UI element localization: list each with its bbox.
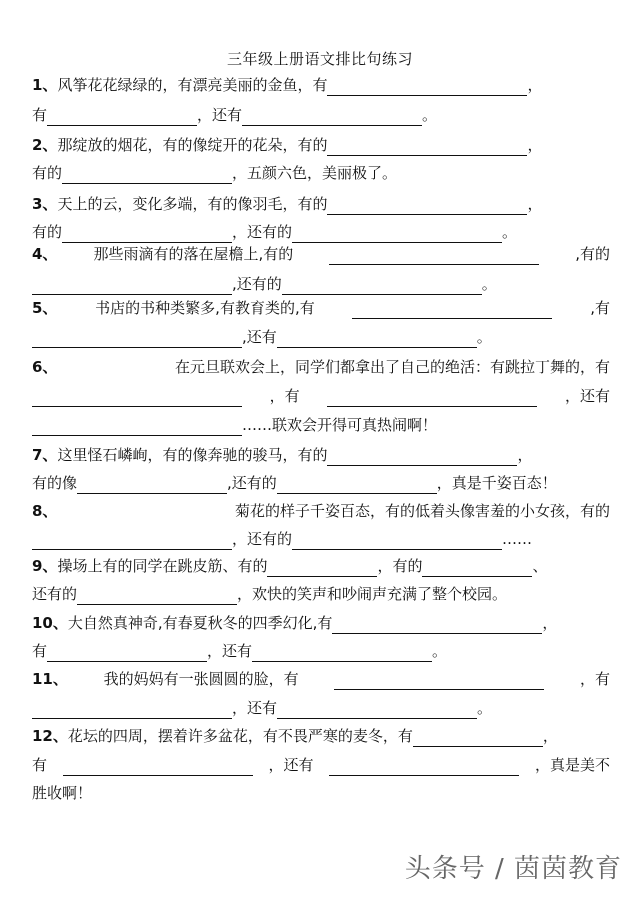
item-text: 有 (32, 106, 48, 124)
item-number: 2、 (32, 136, 58, 154)
answer-blank[interactable] (413, 728, 543, 747)
answer-blank[interactable] (334, 671, 544, 690)
exercise-line (32, 273, 610, 295)
exercise-line (32, 74, 610, 96)
item-text: 那些雨滴有的落在屋檐上,有的 (93, 245, 294, 263)
exercise-line (32, 697, 610, 719)
answer-blank[interactable] (327, 137, 527, 156)
item-text: ,还有的 (232, 275, 282, 293)
item-text: ，五颜六色，美丽极了。 (232, 164, 398, 182)
item-number: 5、 (32, 299, 58, 317)
exercise-line (32, 528, 610, 550)
item-text: ，有 (579, 670, 610, 688)
answer-blank[interactable] (282, 276, 482, 295)
item-text: 大自然真神奇,有春夏秋冬的四季幻化,有 (67, 614, 333, 632)
exercise-line (32, 326, 610, 348)
page-title: 三年级上册语文排比句练习 (226, 50, 413, 68)
item-number: 3、 (32, 195, 58, 213)
item-text: 有的 (32, 164, 63, 182)
exercise-line (32, 297, 610, 319)
item-text: ，还有的 (232, 223, 293, 241)
item-text: 、 (532, 557, 548, 575)
item-text: 天上的云，变化多端，有的像羽毛，有的 (57, 195, 328, 213)
item-number: 7、 (32, 446, 58, 464)
item-text: ， (527, 76, 543, 94)
item-text: ， (527, 136, 543, 154)
item-text: ，还有 (564, 387, 610, 405)
answer-blank[interactable] (352, 300, 552, 319)
answer-blank[interactable] (32, 417, 242, 436)
answer-blank[interactable] (267, 558, 377, 577)
exercise-line (32, 583, 610, 605)
item-number: 8、 (32, 502, 58, 520)
item-text: ，还有 (207, 642, 253, 660)
answer-blank[interactable] (32, 276, 232, 295)
answer-blank[interactable] (32, 700, 232, 719)
item-text: 胜收啊！ (32, 784, 93, 802)
exercise-line (32, 385, 610, 407)
exercise-line (32, 243, 610, 265)
exercise-line (32, 668, 610, 690)
item-text: 书店的书种类繁多,有教育类的,有 (95, 299, 315, 317)
answer-blank[interactable] (63, 757, 253, 776)
item-text: 。 (476, 328, 492, 346)
answer-blank[interactable] (47, 107, 197, 126)
answer-blank[interactable] (47, 643, 207, 662)
item-text: 有 (32, 756, 48, 774)
item-text: ，还有 (232, 699, 278, 717)
item-number: 11、 (32, 670, 68, 688)
exercise-line (32, 444, 610, 466)
exercise-line (32, 162, 610, 184)
exercise-line (32, 500, 610, 522)
answer-blank[interactable] (252, 643, 432, 662)
item-text: ,有 (590, 299, 610, 317)
answer-blank[interactable] (292, 224, 502, 243)
item-number: 10、 (32, 614, 68, 632)
item-text: 这里怪石嶙峋，有的像奔驰的骏马，有的 (57, 446, 328, 464)
answer-blank[interactable] (277, 475, 437, 494)
item-text: ，还有 (197, 106, 243, 124)
item-text: ，欢快的笑声和吵闹声充满了整个校园。 (237, 585, 508, 603)
item-number: 12、 (32, 727, 68, 745)
item-text: ，真是千姿百态！ (436, 474, 557, 492)
item-text: 风筝花花绿绿的，有漂亮美丽的金鱼，有 (57, 76, 328, 94)
item-text: 操场上有的同学在跳皮筋、有的 (57, 557, 268, 575)
item-text: 在元旦联欢会上，同学们都拿出了自己的绝活：有跳拉丁舞的，有 (174, 358, 610, 376)
item-number: 4、 (32, 245, 58, 263)
item-text: ，有的 (377, 557, 423, 575)
item-text: 有的 (32, 223, 63, 241)
exercise-line (32, 356, 610, 378)
answer-blank[interactable] (77, 475, 227, 494)
answer-blank[interactable] (277, 329, 477, 348)
exercise-line (32, 612, 610, 634)
item-text: 。 (477, 699, 493, 717)
watermark: 头条号 / 茵茵教育 (404, 854, 622, 884)
answer-blank[interactable] (329, 757, 519, 776)
item-text: ， (527, 195, 543, 213)
answer-blank[interactable] (327, 77, 527, 96)
item-text: ……联欢会开得可真热闹啊！ (242, 416, 438, 434)
exercise-line (32, 221, 610, 243)
item-text: ,还有 (242, 328, 277, 346)
item-text: 。 (481, 275, 497, 293)
item-text: 。 (432, 642, 448, 660)
item-text: ，真是美不 (534, 756, 610, 774)
answer-blank[interactable] (327, 447, 517, 466)
exercise-line (32, 414, 610, 436)
answer-blank[interactable] (422, 558, 532, 577)
answer-blank[interactable] (327, 196, 527, 215)
answer-blank[interactable] (292, 531, 502, 550)
item-text: 有 (32, 642, 48, 660)
exercise-line (32, 472, 610, 494)
item-text: ，还有的 (232, 530, 293, 548)
item-text: ,有的 (575, 245, 610, 263)
answer-blank[interactable] (32, 531, 232, 550)
item-text: ， (542, 614, 558, 632)
exercise-line (32, 782, 610, 804)
exercise-line (32, 754, 610, 776)
exercise-line (32, 555, 610, 577)
answer-blank[interactable] (277, 700, 477, 719)
item-text: 我的妈妈有一张圆圆的脸，有 (103, 670, 299, 688)
item-text: 有的像 (32, 474, 78, 492)
item-text: 花坛的四周，摆着许多盆花，有不畏严寒的麦冬，有 (67, 727, 413, 745)
item-number: 9、 (32, 557, 58, 575)
item-text: 那绽放的烟花，有的像绽开的花朵，有的 (57, 136, 328, 154)
exercise-line (32, 640, 610, 662)
exercise-line (32, 134, 610, 156)
item-text: 。 (502, 223, 518, 241)
item-text: …… (502, 530, 533, 548)
answer-blank[interactable] (62, 224, 232, 243)
item-text: ， (517, 446, 533, 464)
item-number: 1、 (32, 76, 58, 94)
item-text: 。 (422, 106, 438, 124)
answer-blank[interactable] (327, 388, 537, 407)
item-text: ，有 (269, 387, 300, 405)
exercise-line (32, 104, 610, 126)
answer-blank[interactable] (329, 246, 539, 265)
exercise-line (32, 193, 610, 215)
answer-blank[interactable] (332, 615, 542, 634)
item-text: ,还有的 (227, 474, 277, 492)
exercise-line (32, 725, 610, 747)
item-text: 还有的 (32, 585, 78, 603)
answer-blank[interactable] (32, 388, 242, 407)
answer-blank[interactable] (77, 586, 237, 605)
item-number: 6、 (32, 358, 58, 376)
item-text: 菊花的样子千姿百态，有的低着头像害羞的小女孩，有的 (234, 502, 610, 520)
answer-blank[interactable] (62, 165, 232, 184)
item-text: ，还有 (268, 756, 314, 774)
answer-blank[interactable] (32, 329, 242, 348)
answer-blank[interactable] (242, 107, 422, 126)
item-text: ， (542, 727, 558, 745)
